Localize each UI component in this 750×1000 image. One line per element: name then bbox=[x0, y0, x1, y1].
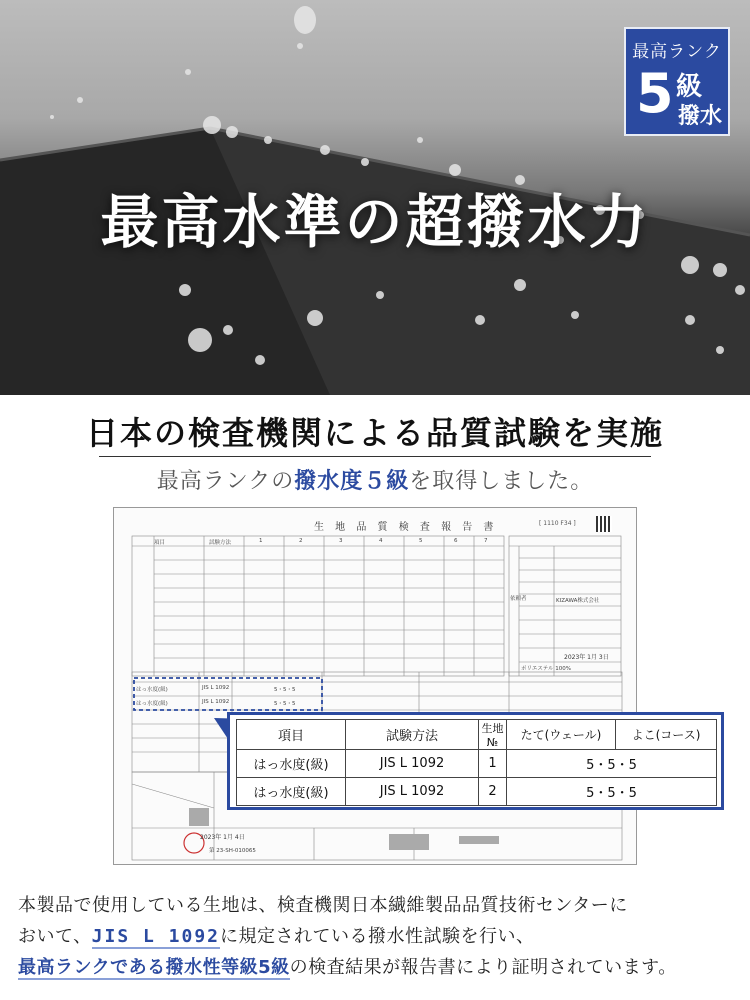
row2-method: JIS L 1092 bbox=[346, 778, 479, 806]
grade-highlight: 最高ランクである撥水性等級5級 bbox=[18, 957, 290, 978]
row1-no: 1 bbox=[479, 750, 507, 778]
inspection-report-document bbox=[113, 507, 637, 865]
doc-header-3: 3 bbox=[339, 538, 343, 544]
row2-value: 5・5・5 bbox=[507, 778, 717, 806]
doc-row1-value: 5・5・5 bbox=[274, 687, 296, 693]
doc-company: KIZAWA株式会社 bbox=[556, 598, 600, 604]
zoomed-result-table bbox=[227, 712, 724, 810]
document-date: 2023年 1月 3日 bbox=[564, 654, 609, 661]
doc-header-method: 試験方法 bbox=[209, 540, 232, 546]
header-method: 試験方法 bbox=[346, 720, 479, 750]
header-warp: たて(ウェール) bbox=[507, 720, 616, 750]
description-text bbox=[18, 890, 743, 983]
doc-row2-value: 5・5・5 bbox=[274, 701, 296, 707]
doc-header-7: 7 bbox=[484, 538, 488, 544]
doc-row1-item: はっ水度(級) bbox=[136, 687, 168, 693]
document-issue-no: 第 23-SH-010065 bbox=[209, 848, 256, 854]
grade-badge bbox=[624, 27, 730, 136]
line2-post: に規定されている撥水性試験を行い、 bbox=[220, 926, 535, 947]
table-row bbox=[237, 750, 717, 778]
row2-no: 2 bbox=[479, 778, 507, 806]
doc-header-2: 2 bbox=[299, 538, 303, 544]
row1-value: 5・5・5 bbox=[507, 750, 717, 778]
badge-number: 5 bbox=[636, 62, 674, 125]
doc-row1-method: JIS L 1092 bbox=[202, 685, 230, 691]
doc-row2-method: JIS L 1092 bbox=[202, 699, 230, 705]
doc-row2-item: はっ水度(級) bbox=[136, 701, 168, 707]
result-table bbox=[236, 719, 717, 806]
row1-method: JIS L 1092 bbox=[346, 750, 479, 778]
description-line-2 bbox=[18, 921, 743, 952]
table-row bbox=[237, 778, 717, 806]
doc-header-1: 1 bbox=[259, 538, 263, 544]
header-weft: よこ(コース) bbox=[616, 720, 717, 750]
doc-header-6: 6 bbox=[454, 538, 458, 544]
document-grid bbox=[114, 508, 637, 865]
line2-pre: おいて、 bbox=[18, 926, 92, 947]
document-title: 生 地 品 質 検 査 報 告 書 bbox=[314, 522, 498, 533]
doc-header-item: 項目 bbox=[154, 540, 166, 546]
document-issue-date: 2023年 1月 4日 bbox=[200, 834, 245, 841]
row2-item: はっ水度(級) bbox=[237, 778, 346, 806]
jis-standard-highlight: JIS L 1092 bbox=[91, 926, 221, 947]
header-no: 生地№ bbox=[479, 720, 507, 750]
doc-header-5: 5 bbox=[419, 538, 423, 544]
document-code: [ 1110 F34 ] bbox=[539, 520, 576, 527]
badge-sui: 撥水 bbox=[678, 104, 723, 129]
doc-header-4: 4 bbox=[379, 538, 383, 544]
header-item: 項目 bbox=[237, 720, 346, 750]
doc-maker-label: 依頼者 bbox=[510, 596, 527, 602]
description-line-3 bbox=[18, 952, 743, 983]
line3-post: の検査結果が報告書により証明されています。 bbox=[289, 957, 677, 978]
subline-pre: 最高ランクの bbox=[156, 469, 295, 494]
table-header-row bbox=[237, 720, 717, 750]
description-line-1: 本製品で使用している生地は、検査機関日本繊維製品品質技術センターに bbox=[18, 895, 628, 916]
hero-title: 最高水準の超撥水力 bbox=[100, 188, 650, 256]
badge-top-label: 最高ランク bbox=[632, 42, 722, 62]
section-subline bbox=[0, 464, 750, 495]
heading-divider bbox=[99, 456, 651, 457]
row1-item: はっ水度(級) bbox=[237, 750, 346, 778]
subline-highlight: 撥水度５級 bbox=[294, 469, 410, 494]
badge-kyu: 級 bbox=[676, 72, 703, 102]
hero-image bbox=[0, 0, 750, 395]
doc-fiber: ポリエステル 100% bbox=[521, 666, 571, 672]
subline-post: を取得しました。 bbox=[409, 469, 594, 494]
section-heading: 日本の検査機関による品質試験を実施 bbox=[85, 414, 664, 452]
